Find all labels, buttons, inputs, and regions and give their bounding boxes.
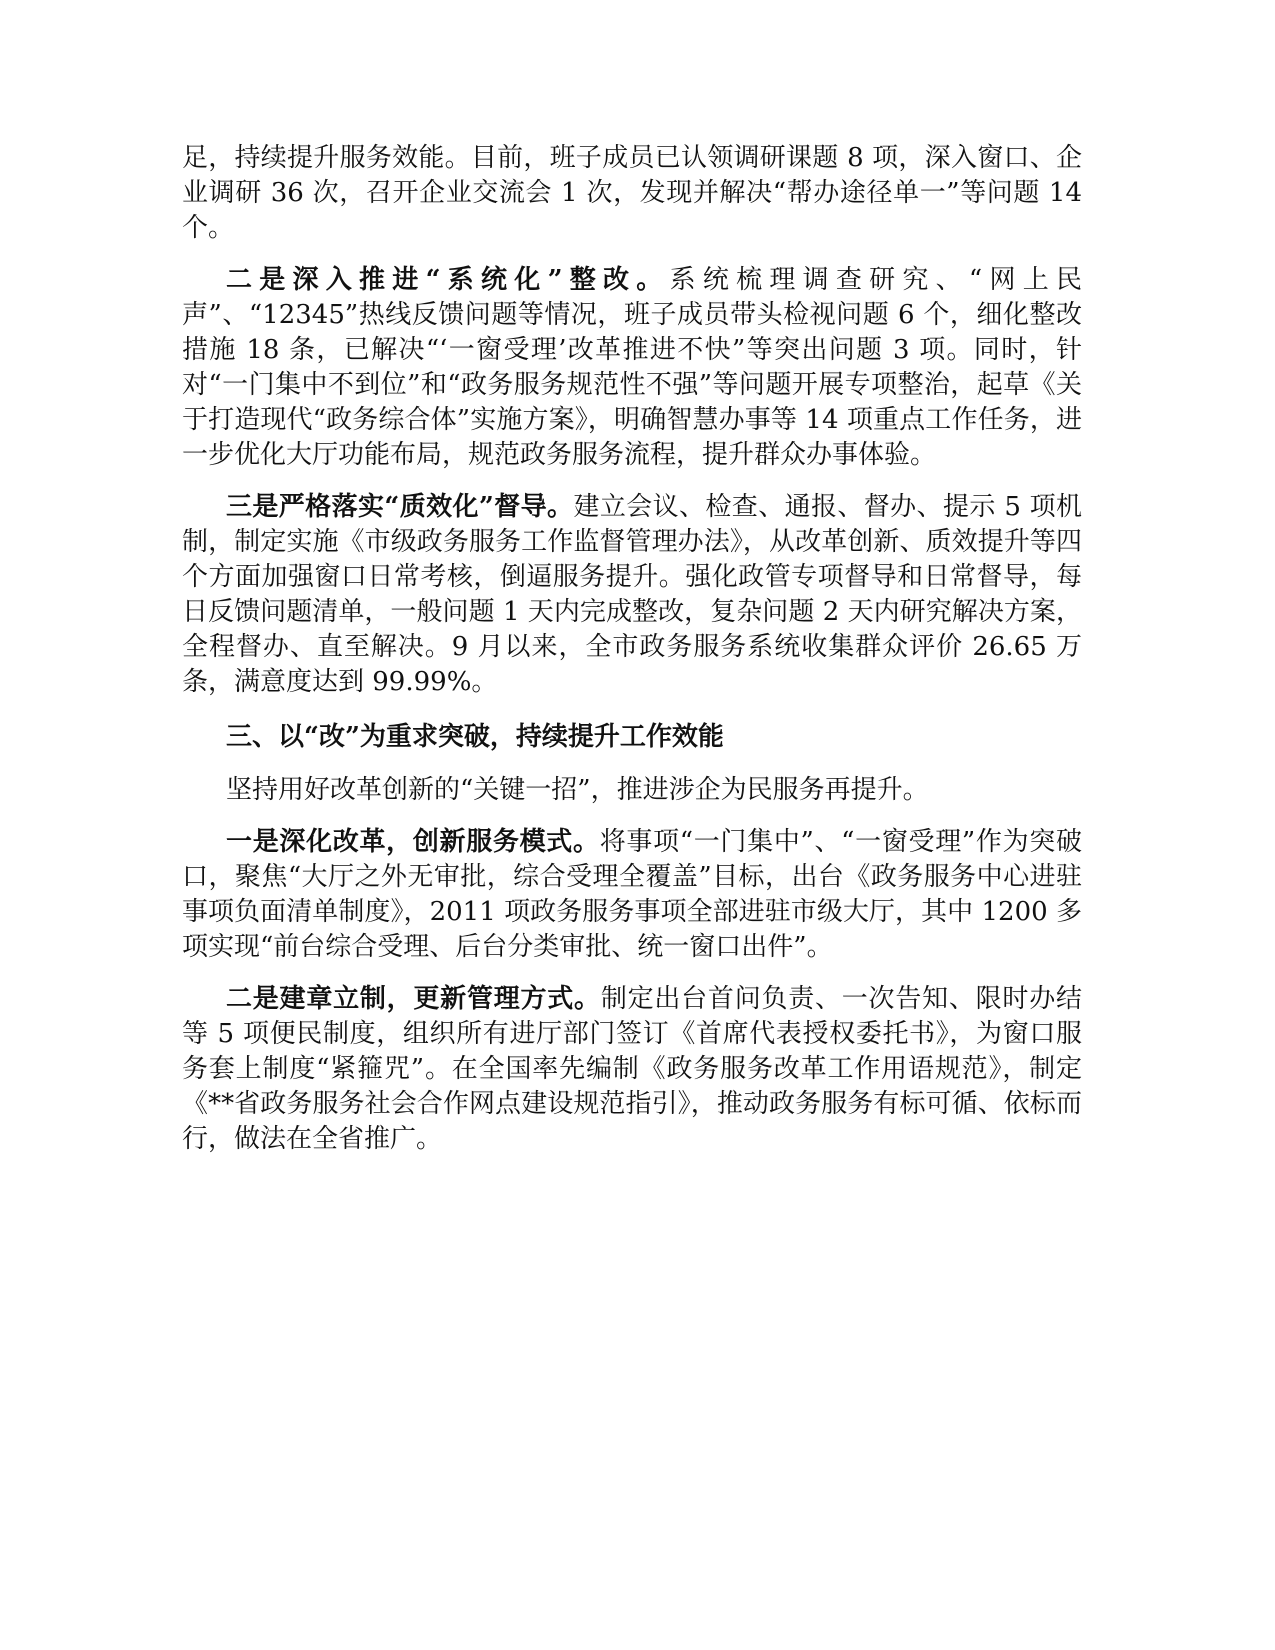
paragraph-supervision xyxy=(182,490,1082,700)
paragraph-regulation xyxy=(182,982,1082,1157)
paragraph-continuation xyxy=(182,141,1082,246)
paragraph-rectification xyxy=(182,263,1082,473)
document-page xyxy=(182,141,1082,1174)
paragraph-lead: 一是深化改革，创新服务模式。 xyxy=(226,827,600,857)
paragraph-reform xyxy=(182,825,1082,965)
paragraph-text: 建立会议、检查、通报、督办、提示 5 项机制，制定实施《市级政务服务工作监督管理办法》，从改革创新、质效提升等四个方面加强窗口日常考核，倒逼服务提升。强化政管专项督导和日常督导，每日反馈问题清单，一般问题 1 天内完成整改，复杂问题 2 天内研究解决方案，全程督办、直至解决。9 月以来，全市政务服务系统收集群众评价 26.65 万条，满意度达到 99.99%。 xyxy=(182,492,1082,697)
paragraph-lead: 三是严格落实“质效化”督导。 xyxy=(226,492,574,522)
section-heading: 三、以“改”为重求突破，持续提升工作效能 xyxy=(226,722,724,752)
paragraph-text: 足，持续提升服务效能。目前，班子成员已认领调研课题 8 项，深入窗口、企业调研 36 次，召开企业交流会 1 次，发现并解决“帮办途径单一”等问题 14 个。 xyxy=(182,143,1082,243)
paragraph-text: 将事项“一门集中”、“一窗受理”作为突破口，聚焦“大厅之外无审批，综合受理全覆盖”目标，出台《政务服务中心进驻事项负面清单制度》，2011 项政务服务事项全部进驻市级大厅，其中 1200 多项实现“前台综合受理、后台分类审批、统一窗口出件”。 xyxy=(182,827,1082,962)
paragraph-text: 制定出台首问负责、一次告知、限时办结等 5 项便民制度，组织所有进厅部门签订《首席代表授权委托书》，为窗口服务套上制度“紧箍咒”。在全国率先编制《政务服务改革工作用语规范》，制定《**省政务服务社会合作网点建设规范指引》，推动政务服务有标可循、依标而行，做法在全省推广。 xyxy=(182,984,1082,1154)
section-intro: 坚持用好改革创新的“关键一招”，推进涉企为民服务再提升。 xyxy=(226,775,929,805)
paragraph-lead: 二是建章立制，更新管理方式。 xyxy=(226,984,601,1014)
paragraph-text: 系统梳理调查研究、“网上民声”、“12345”热线反馈问题等情况，班子成员带头检视问题 6 个，细化整改措施 18 条，已解决“‘一窗受理’改革推进不快”等突出问题 3 项。同时，针对“一门集中不到位”和“政务服务规范性不强”等问题开展专项整治，起草《关于打造现代“政务综合体”实施方案》，明确智慧办事等 14 项重点工作任务，进一步优化大厅功能布局，规范政务服务流程，提升群众办事体验。 xyxy=(182,265,1082,470)
paragraph-lead: 二是深入推进“系统化”整改。 xyxy=(226,265,670,295)
